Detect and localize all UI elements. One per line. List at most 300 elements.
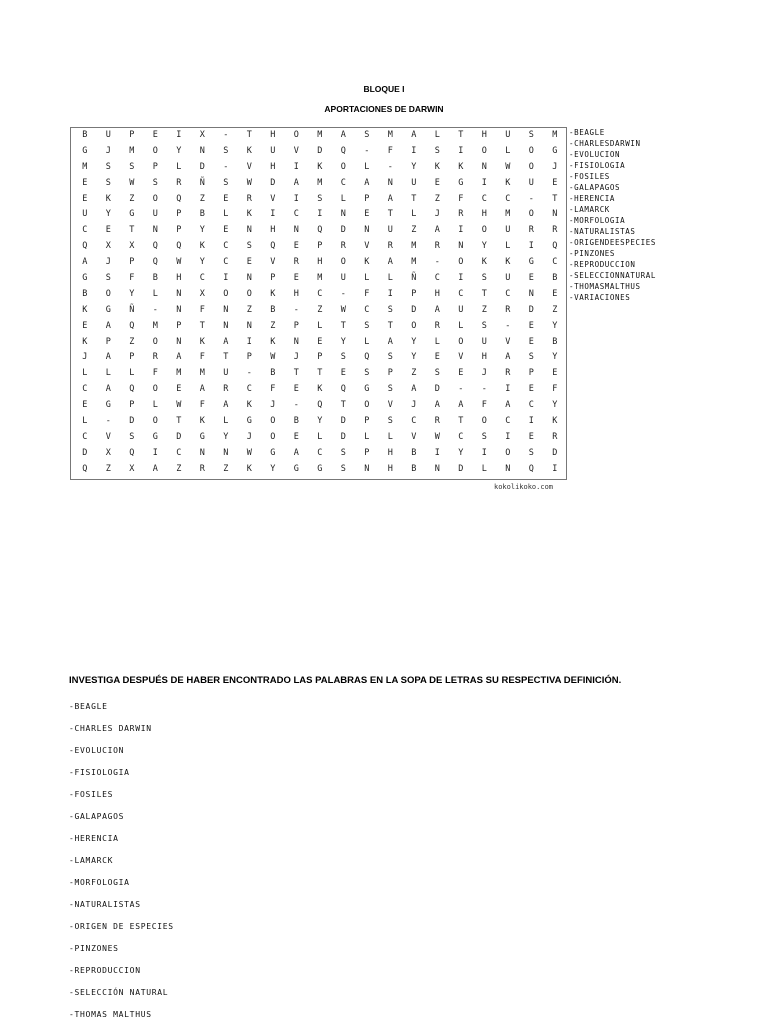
grid-letter: S — [129, 161, 135, 172]
grid-letter: D — [340, 225, 346, 236]
grid-letter: A — [387, 257, 393, 268]
grid-letter: O — [223, 288, 229, 299]
grid-letter: W — [246, 447, 252, 458]
grid-letter: N — [152, 225, 158, 236]
word-list-item: -REPRODUCCION — [569, 260, 636, 269]
grid-letter: M — [411, 241, 417, 252]
grid-letter: C — [223, 241, 229, 252]
grid-letter: C — [82, 384, 88, 395]
word-list-item: -THOMASMALTHUS — [569, 282, 641, 291]
grid-letter: O — [528, 209, 534, 220]
grid-letter: A — [387, 336, 393, 347]
grid-letter: N — [505, 463, 511, 474]
grid-letter: X — [199, 288, 205, 299]
grid-letter: H — [270, 130, 276, 140]
grid-letter: Z — [129, 193, 135, 204]
definition-item: -ORIGEN DE ESPECIES — [69, 922, 174, 931]
grid-letter: R — [458, 209, 464, 220]
grid-letter: B — [411, 447, 417, 458]
word-list-item: -EVOLUCION — [569, 150, 621, 159]
word-list-item: -CHARLESDARWIN — [569, 139, 641, 148]
grid-letter: H — [481, 130, 487, 140]
grid-letter: Q — [82, 241, 88, 252]
grid-letter: Z — [105, 463, 111, 474]
grid-letter: H — [387, 447, 393, 458]
grid-letter: R — [176, 177, 182, 188]
grid-letter: V — [270, 193, 276, 204]
grid-letter: Z — [223, 463, 229, 474]
grid-letter: R — [552, 225, 558, 236]
grid-letter: T — [246, 130, 252, 140]
word-list-item: -LAMARCK — [569, 205, 610, 214]
grid-letter: Y — [340, 336, 346, 347]
grid-letter: I — [176, 130, 182, 140]
grid-letter: I — [411, 145, 417, 156]
word-list-item: -BEAGLE — [569, 128, 605, 137]
page-title: BLOQUE I — [363, 84, 405, 94]
page-subtitle: APORTACIONES DE DARWIN — [324, 104, 444, 114]
grid-letter: K — [82, 304, 88, 315]
grid-letter: R — [223, 384, 229, 395]
grid-letter: W — [129, 177, 135, 188]
grid-letter: E — [552, 368, 558, 379]
grid-letter: V — [246, 161, 252, 172]
grid-letter: P — [129, 400, 135, 411]
grid-letter: A — [293, 447, 299, 458]
grid-letter: Y — [411, 352, 417, 363]
grid-letter: E — [434, 352, 440, 363]
grid-letter: C — [317, 288, 323, 299]
grid-letter: A — [199, 384, 205, 395]
definition-item: -THOMAS MALTHUS — [69, 1010, 152, 1019]
grid-letter: - — [364, 145, 370, 156]
grid-letter: I — [293, 161, 299, 172]
grid-letter: L — [82, 368, 88, 379]
grid-letter: T — [481, 288, 487, 299]
grid-letter: I — [528, 241, 534, 252]
grid-letter: F — [129, 273, 135, 284]
grid-letter: G — [364, 384, 370, 395]
grid-letter: N — [364, 463, 370, 474]
grid-letter: I — [552, 463, 558, 474]
grid-letter: B — [199, 209, 205, 220]
definition-item: -SELECCIÓN NATURAL — [69, 988, 169, 997]
grid-letter: O — [270, 431, 276, 442]
grid-letter: W — [434, 431, 440, 442]
grid-letter: A — [364, 177, 370, 188]
grid-letter: O — [246, 288, 252, 299]
grid-letter: H — [317, 257, 323, 268]
grid-letter: S — [434, 368, 440, 379]
grid-letter: N — [199, 447, 205, 458]
grid-letter: G — [105, 400, 111, 411]
grid-letter: L — [434, 130, 440, 140]
grid-letter: M — [317, 273, 323, 284]
definition-item: -LAMARCK — [69, 856, 114, 865]
grid-letter: R — [293, 257, 299, 268]
grid-letter: L — [364, 161, 370, 172]
grid-letter: C — [246, 384, 252, 395]
grid-letter: G — [199, 431, 205, 442]
grid-letter: N — [246, 225, 252, 236]
grid-letter: J — [82, 352, 88, 363]
grid-letter: C — [176, 447, 182, 458]
grid-letter: U — [223, 368, 229, 379]
grid-letter: V — [411, 431, 417, 442]
grid-letter: Z — [411, 225, 417, 236]
grid-letter: Y — [223, 431, 229, 442]
grid-letter: V — [293, 145, 299, 156]
grid-letter: E — [152, 130, 158, 140]
grid-letter: R — [505, 368, 511, 379]
word-list-item: -MORFOLOGIA — [569, 216, 626, 225]
grid-letter: N — [176, 288, 182, 299]
word-list — [569, 127, 656, 303]
grid-letter: S — [481, 431, 487, 442]
grid-letter: N — [340, 209, 346, 220]
grid-letter: A — [458, 400, 464, 411]
grid-letter: M — [411, 257, 417, 268]
grid-letter: T — [387, 320, 393, 331]
grid-letter: X — [199, 130, 205, 140]
grid-letter: L — [434, 336, 440, 347]
grid-letter: C — [481, 193, 487, 204]
grid-letter: S — [387, 384, 393, 395]
grid-letter: P — [411, 288, 417, 299]
grid-letter: Q — [129, 384, 135, 395]
grid-letter: B — [270, 304, 276, 315]
grid-letter: Y — [105, 209, 111, 220]
grid-letter: - — [293, 400, 299, 411]
grid-letter: - — [481, 384, 487, 395]
grid-letter: P — [364, 447, 370, 458]
grid-letter: R — [434, 241, 440, 252]
grid-letter: - — [152, 304, 158, 315]
grid-letter: O — [364, 400, 370, 411]
grid-letter: A — [223, 400, 229, 411]
grid-letter: S — [528, 352, 534, 363]
grid-letter: L — [82, 416, 88, 427]
grid-letter: E — [434, 177, 440, 188]
grid-letter: G — [552, 145, 558, 156]
grid-letter: R — [152, 352, 158, 363]
grid-letter: K — [199, 336, 205, 347]
grid-letter: J — [270, 400, 276, 411]
grid-letter: O — [481, 145, 487, 156]
grid-letter: C — [82, 431, 88, 442]
grid-letter: H — [270, 225, 276, 236]
grid-letter: G — [82, 273, 88, 284]
grid-letter: H — [434, 288, 440, 299]
grid-letter: G — [458, 177, 464, 188]
grid-letter: L — [505, 241, 511, 252]
grid-letter: Z — [411, 368, 417, 379]
word-list-item: -HERENCIA — [569, 194, 616, 203]
grid-letter: E — [528, 273, 534, 284]
grid-letter: R — [552, 431, 558, 442]
grid-letter: P — [317, 352, 323, 363]
word-search-grid — [70, 127, 567, 480]
grid-letter: D — [270, 177, 276, 188]
grid-letter: N — [223, 320, 229, 331]
grid-letter: C — [434, 273, 440, 284]
grid-letter: S — [105, 273, 111, 284]
grid-letter: D — [129, 416, 135, 427]
grid-letter: Q — [528, 463, 534, 474]
grid-letter: S — [129, 431, 135, 442]
word-list-item: -VARIACIONES — [569, 293, 631, 302]
grid-letter: B — [152, 273, 158, 284]
grid-letter: U — [505, 225, 511, 236]
grid-letter: I — [434, 447, 440, 458]
grid-letter: A — [411, 384, 417, 395]
grid-letter: I — [458, 225, 464, 236]
grid-letter: L — [387, 431, 393, 442]
grid-letter: I — [528, 416, 534, 427]
grid-letter: Q — [152, 257, 158, 268]
grid-letter: T — [387, 209, 393, 220]
grid-letter: U — [152, 209, 158, 220]
grid-letter: E — [223, 193, 229, 204]
grid-letter: A — [223, 336, 229, 347]
definition-item: -REPRODUCCION — [69, 966, 141, 975]
word-list-item: -GALAPAGOS — [569, 183, 621, 192]
grid-letter: G — [270, 447, 276, 458]
grid-letter: H — [293, 288, 299, 299]
grid-letter: E — [82, 320, 88, 331]
grid-letter: J — [481, 368, 487, 379]
grid-letter: P — [528, 368, 534, 379]
grid-letter: M — [317, 177, 323, 188]
grid-letter: P — [129, 352, 135, 363]
grid-letter: I — [481, 447, 487, 458]
grid-letter: E — [82, 193, 88, 204]
grid-letter: Y — [129, 288, 135, 299]
grid-letter: A — [411, 130, 417, 140]
grid-letter: M — [82, 161, 88, 172]
grid-letter: N — [434, 463, 440, 474]
grid-letter: C — [528, 400, 534, 411]
grid-letter: R — [434, 416, 440, 427]
grid-letter: X — [129, 463, 135, 474]
grid-letter: G — [82, 145, 88, 156]
grid-letter: D — [317, 145, 323, 156]
grid-letter: U — [82, 209, 88, 220]
grid-letter: O — [152, 384, 158, 395]
grid-letter: - — [293, 304, 299, 315]
grid-letter: X — [105, 447, 111, 458]
watermark: kokolikoko.com — [494, 483, 554, 491]
grid-letter: P — [270, 273, 276, 284]
grid-letter: L — [176, 161, 182, 172]
grid-letter: O — [528, 161, 534, 172]
grid-letter: E — [293, 273, 299, 284]
grid-letter: P — [176, 209, 182, 220]
grid-letter: T — [458, 416, 464, 427]
grid-letter: I — [246, 336, 252, 347]
grid-letter: W — [270, 352, 276, 363]
grid-letter: L — [458, 320, 464, 331]
grid-letter: A — [434, 225, 440, 236]
grid-letter: F — [387, 145, 393, 156]
grid-letter: I — [387, 288, 393, 299]
grid-letter: S — [364, 130, 370, 140]
grid-letter: Z — [246, 304, 252, 315]
grid-letter: P — [152, 161, 158, 172]
definition-item: -MORFOLOGIA — [69, 878, 130, 887]
grid-letter: V — [387, 400, 393, 411]
grid-letter: V — [458, 352, 464, 363]
grid-letter: G — [528, 257, 534, 268]
word-list-item: -FISIOLOGIA — [569, 161, 626, 170]
grid-letter: L — [364, 431, 370, 442]
grid-letter: P — [364, 193, 370, 204]
grid-letter: K — [364, 257, 370, 268]
grid-letter: C — [458, 431, 464, 442]
grid-letter: L — [317, 431, 323, 442]
grid-letter: A — [105, 352, 111, 363]
grid-letter: Q — [317, 400, 323, 411]
grid-letter: E — [105, 225, 111, 236]
grid-letter: G — [152, 431, 158, 442]
grid-letter: K — [317, 384, 323, 395]
grid-letter: O — [270, 416, 276, 427]
grid-letter: V — [364, 241, 370, 252]
grid-letter: S — [481, 273, 487, 284]
grid-letter: I — [317, 209, 323, 220]
instruction-text: INVESTIGA DESPUÉS DE HABER ENCONTRADO LAS PALABRAS EN LA SOPA DE LETRAS SU RESPECTIVA DEFINICIÓN. — [69, 675, 622, 686]
grid-letter: H — [481, 352, 487, 363]
grid-letter: E — [340, 368, 346, 379]
grid-letter: F — [364, 288, 370, 299]
grid-letter: A — [505, 352, 511, 363]
grid-letter: B — [411, 463, 417, 474]
grid-letter: E — [293, 241, 299, 252]
grid-letter: T — [340, 320, 346, 331]
grid-letter: F — [458, 193, 464, 204]
grid-letter: G — [105, 304, 111, 315]
grid-letter: D — [340, 416, 346, 427]
grid-letter: S — [340, 447, 346, 458]
grid-letter: N — [458, 241, 464, 252]
grid-letter: O — [105, 288, 111, 299]
grid-letter: S — [340, 463, 346, 474]
grid-letter: Z — [552, 304, 558, 315]
grid-letter: Q — [364, 352, 370, 363]
grid-letter: - — [340, 288, 346, 299]
grid-letter: L — [411, 209, 417, 220]
grid-letter: P — [176, 320, 182, 331]
grid-letter: P — [129, 130, 135, 140]
grid-letter: O — [340, 161, 346, 172]
grid-letter: E — [528, 384, 534, 395]
definition-item: -PINZONES — [69, 944, 119, 953]
grid-letter: U — [528, 177, 534, 188]
grid-letter: A — [82, 257, 88, 268]
grid-letter: T — [199, 320, 205, 331]
word-list-item: -PINZONES — [569, 249, 616, 258]
grid-letter: I — [481, 177, 487, 188]
grid-letter: E — [223, 225, 229, 236]
grid-letter: A — [340, 130, 346, 140]
grid-letter: R — [434, 320, 440, 331]
grid-letter: C — [505, 288, 511, 299]
grid-letter: S — [387, 304, 393, 315]
grid-letter: E — [82, 400, 88, 411]
grid-letter: C — [552, 257, 558, 268]
grid-letter: X — [129, 241, 135, 252]
definition-item: -NATURALISTAS — [69, 900, 141, 909]
word-list-item: -FOSILES — [569, 172, 610, 181]
grid-letter: C — [223, 257, 229, 268]
grid-letter: N — [552, 209, 558, 220]
grid-letter: O — [528, 145, 534, 156]
grid-letter: J — [552, 161, 558, 172]
grid-letter: G — [293, 463, 299, 474]
grid-letter: O — [481, 225, 487, 236]
grid-letter: N — [199, 145, 205, 156]
grid-letter: M — [505, 209, 511, 220]
grid-letter: T — [458, 130, 464, 140]
grid-letter: A — [176, 352, 182, 363]
grid-letter: N — [387, 177, 393, 188]
grid-letter: N — [364, 225, 370, 236]
grid-letter: U — [340, 273, 346, 284]
definition-item: -GALAPAGOS — [69, 812, 125, 821]
grid-letter: L — [340, 193, 346, 204]
grid-letter: V — [270, 257, 276, 268]
grid-letter: K — [199, 416, 205, 427]
grid-letter: F — [152, 368, 158, 379]
grid-letter: E — [176, 384, 182, 395]
grid-letter: A — [293, 177, 299, 188]
grid-letter: C — [293, 209, 299, 220]
grid-letter: Z — [199, 193, 205, 204]
grid-letter: J — [246, 431, 252, 442]
grid-letter: O — [458, 336, 464, 347]
grid-letter: U — [505, 130, 511, 140]
grid-letter: - — [387, 161, 393, 172]
definition-item: -BEAGLE — [69, 702, 108, 711]
grid-letter: Y — [199, 225, 205, 236]
grid-letter: C — [411, 416, 417, 427]
grid-letter: T — [411, 193, 417, 204]
grid-letter: S — [223, 145, 229, 156]
grid-letter: Q — [129, 447, 135, 458]
grid-letter: K — [82, 336, 88, 347]
grid-letter: H — [387, 463, 393, 474]
grid-letter: S — [317, 193, 323, 204]
grid-letter: Z — [317, 304, 323, 315]
grid-letter: P — [129, 257, 135, 268]
grid-letter: I — [270, 209, 276, 220]
grid-letter: D — [411, 304, 417, 315]
grid-letter: N — [176, 336, 182, 347]
grid-letter: S — [387, 352, 393, 363]
grid-letter: K — [481, 257, 487, 268]
grid-letter: N — [293, 225, 299, 236]
grid-letter: W — [176, 257, 182, 268]
grid-letter: Q — [317, 225, 323, 236]
grid-letter: C — [458, 288, 464, 299]
grid-letter: F — [270, 384, 276, 395]
grid-letter: G — [246, 416, 252, 427]
grid-letter: K — [246, 400, 252, 411]
grid-letter: N — [246, 273, 252, 284]
grid-letter: E — [364, 209, 370, 220]
grid-letter: E — [552, 288, 558, 299]
grid-letter: P — [317, 241, 323, 252]
